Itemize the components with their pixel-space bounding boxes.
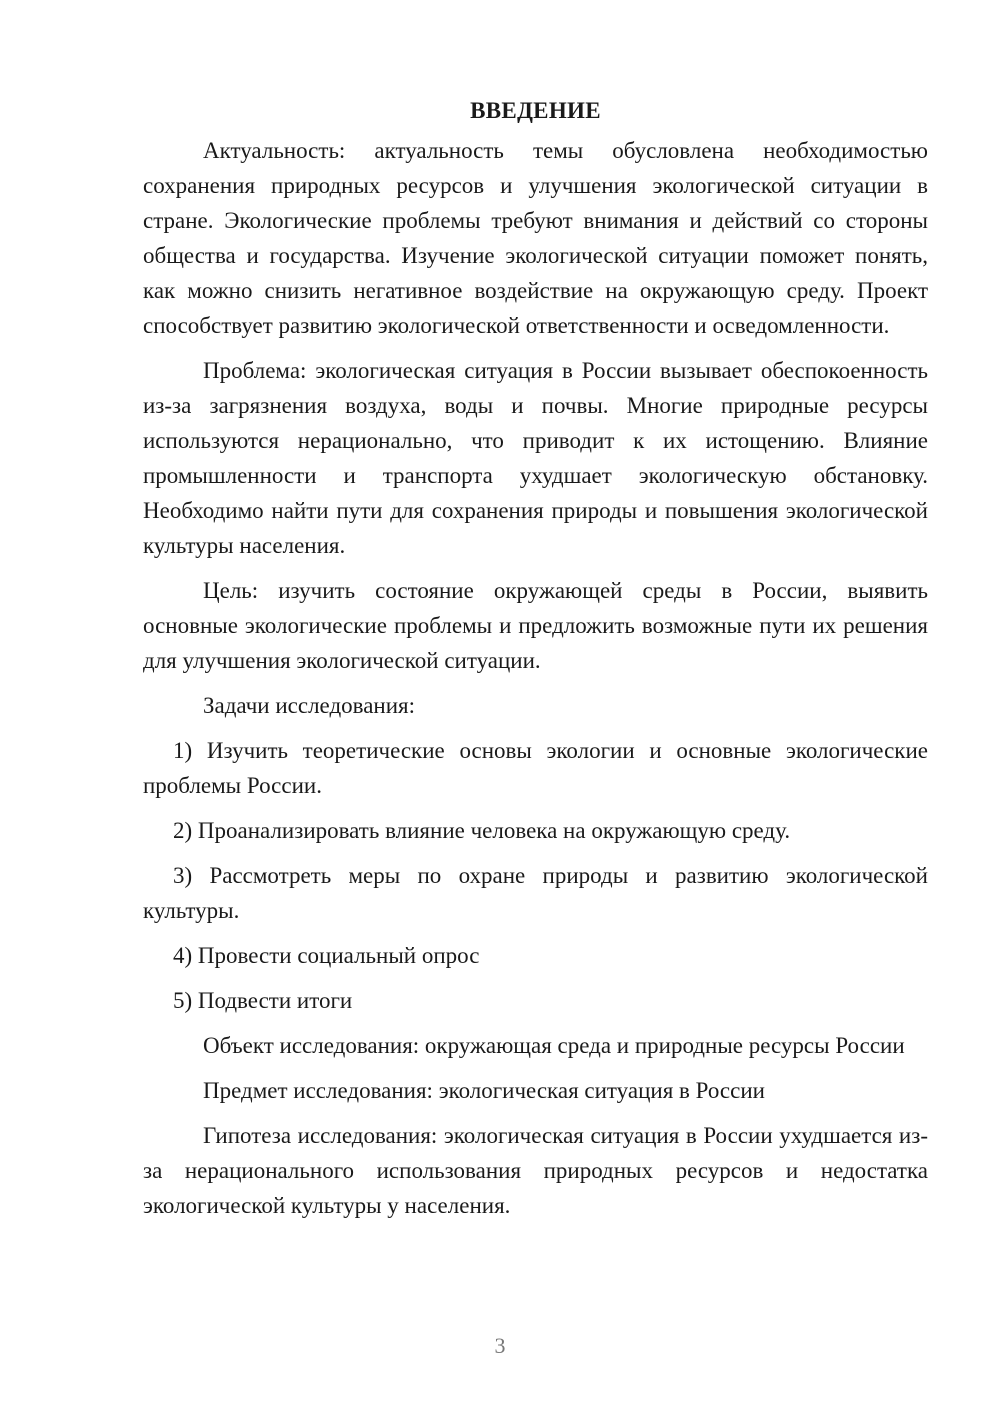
paragraph-subject: Предмет исследования: экологическая ситуация в России xyxy=(203,1078,765,1103)
page-number: 3 xyxy=(494,1333,506,1358)
task-item: 3) Рассмотреть меры по охране природы и развитию экологической культуры. xyxy=(143,863,928,923)
tasks-list xyxy=(143,733,928,1018)
task-item: 4) Провести социальный опрос xyxy=(173,943,480,968)
page-title: ВВЕДЕНИЕ xyxy=(470,98,601,123)
paragraph-object: Объект исследования: окружающая среда и природные ресурсы России xyxy=(203,1033,905,1058)
task-item: 2) Проанализировать влияние человека на окружающую среду. xyxy=(173,818,791,843)
paragraph-goal: Цель: изучить состояние окружающей среды в России, выявить основные экологические проблемы и предложить возможные пути их решения для улучшения экологической ситуации. xyxy=(143,578,928,673)
paragraph-relevance: Актуальность: актуальность темы обусловлена необходимостью сохранения природных ресурсов и улучшения экологической ситуации в стране. Экологические проблемы требуют внимания и действий со стороны общества и государства. Изучение экологической ситуации поможет понять, как можно снизить негативное воздействие на окружающую среду. Проект способствует развитию экологической ответственности и осведомленности. xyxy=(143,138,928,338)
tasks-heading: Задачи исследования: xyxy=(203,693,416,718)
task-item: 5) Подвести итоги xyxy=(173,988,353,1013)
task-item: 1) Изучить теоретические основы экологии и основные экологические проблемы России. xyxy=(143,738,928,798)
paragraph-problem: Проблема: экологическая ситуация в России вызывает обеспокоенность из-за загрязнения воздуха, воды и почвы. Многие природные ресурсы используются нерационально, что приводит к их истощению. Влияние промышленности и транспорта ухудшает экологическую обстановку. Необходимо найти пути для сохранения природы и повышения экологической культуры населения. xyxy=(143,358,928,558)
paragraph-hypothesis: Гипотеза исследования: экологическая ситуация в России ухудшается из-за нерационального использования природных ресурсов и недостатка экологической культуры у населения. xyxy=(143,1123,928,1218)
page-content xyxy=(143,93,928,1223)
